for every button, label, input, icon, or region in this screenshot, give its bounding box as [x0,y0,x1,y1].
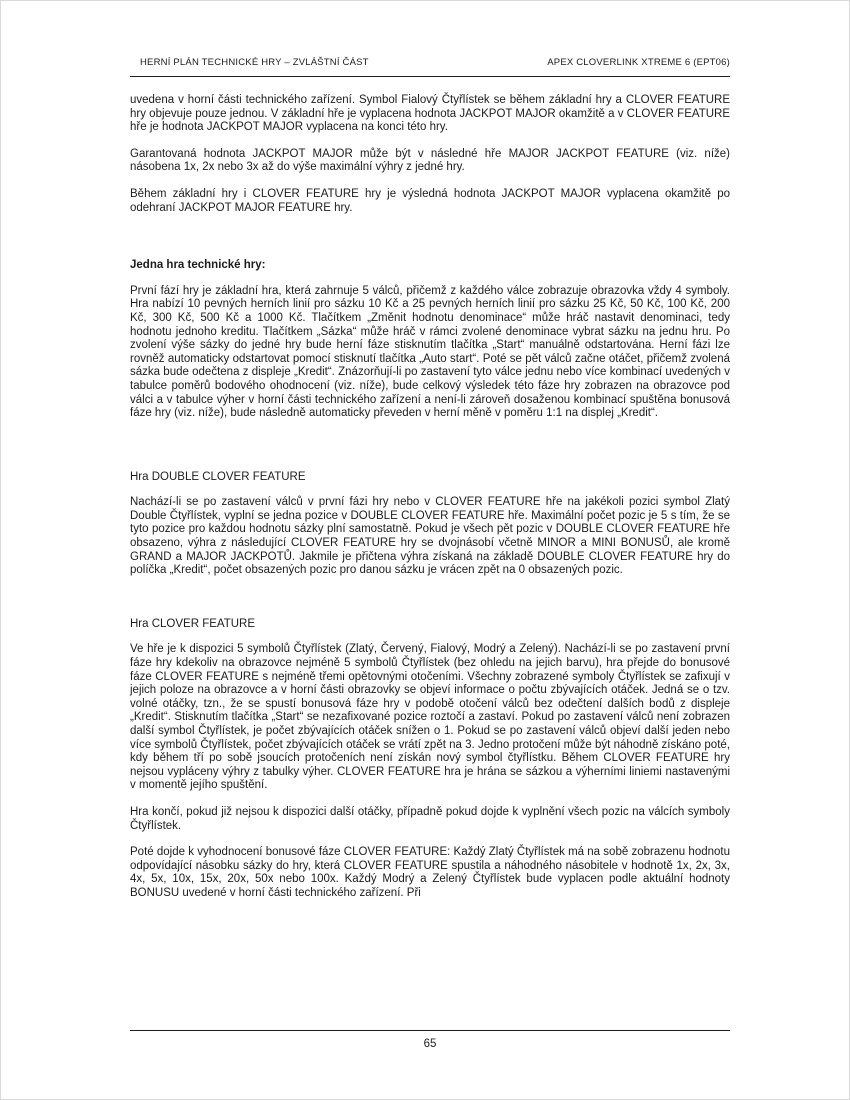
paragraph-clover-feature-evaluation: Poté dojde k vyhodnocení bonusové fáze CLOVER FEATURE: Každý Zlatý Čtyřlístek má na sobě zobrazenu hodnotu odpovídající násobku sázky do hry, která CLOVER FEATURE spustila a náhodného násobitele v hodnotě 1x, 2x, 3x, 4x, 5x, 10x, 15x, 20x, 50x nebo 100x. Každý Modrý a Zelený Čtyřlístek bude vyplacen podle aktuální hodnoty BONUSU uvedené v horní části technického zařízení. Při [130,846,730,899]
page-number: 65 [423,1038,437,1050]
footer-rule [130,1030,730,1031]
page-footer [130,1030,730,1050]
paragraph-clover-feature-end: Hra končí, pokud již nejsou k dispozici další otáčky, případně pokud dojde k vyplnění všech pozic na válcích symboly Čtyřlístek. [130,805,730,832]
page-content [130,1,730,914]
paragraph-one-game-description: První fází hry je základní hra, která zahrnuje 5 válců, přičemž z každého válce zobrazuje obrazovka vždy 4 symboly. Hra nabízí 10 pevných herních linií pro sázku 10 Kč a 25 pevných herních linií pro sázku 25 Kč, 50 Kč, 100 Kč, 200 Kč, 300 Kč, 500 Kč a 1000 Kč. Tlačítkem „Změnit hodnotu denominace“ může hráč nastavit denominaci, tedy hodnotu jednoho kreditu. Tlačítkem „Sázka“ může hráč v rámci zvolené denominace vybrat sázku na jednu hru. Po zvolení výše sázky do jedné hry bude herní fáze stisknutím tlačítka „Start“ manuálně odstartována. Herní fázi lze rovněž automaticky odstartovat pomocí stisknutí tlačítka „Auto start“. Poté se pět válců začne otáčet, přičemž zvolená sázka bude odečtena z displeje „Kredit“. Znázorňují-li po zastavení tyto válce jednu nebo více kombinací uvedených v tabulce poměrů bodového ohodnocení (viz. níže), bude celkový výsledek této fáze hry zobrazen na obrazovce pod válci a v tabulce výher v horní části technického zařízení a není-li zároveň dosaženou kombinací spuštěna bonusová fáze hry (viz. níže), bude následně automaticky převeden v herní měně v poměru 1:1 na displej „Kredit“. [130,284,730,420]
document-body [130,94,730,901]
paragraph-jackpot-major-intro: uvedena v horní části technického zařízení. Symbol Fialový Čtyřlístek se během základní hry a CLOVER FEATURE hry objevuje pouze jednou. V základní hře je vyplacena hodnota JACKPOT MAJOR okamžitě a v CLOVER FEATURE hře je hodnota JACKPOT MAJOR vyplacena na konci této hry. [130,94,730,134]
page-header [130,1,730,68]
section-heading-one-game: Jedna hra technické hry: [130,259,266,272]
paragraph-clover-feature-rules: Ve hře je k dispozici 5 symbolů Čtyřlístek (Zlatý, Červený, Fialový, Modrý a Zelený). Nachází-li se po zastavení první fáze hry kdekoliv na obrazovce nejméně 5 symbolů Čtyřlístek (bez ohledu na jejich barvu), hra přejde do bonusové fáze CLOVER FEATURE s nejméně třemi opětovnými otočeními. Všechny zobrazené symboly Čtyřlístek se zafixují v jejich poloze na obrazovce a v horní části obrazovky se objeví informace o počtu zbývajících otáček. Jedná se o tzv. volné otáčky, tzn., že se spustí bonusová fáze hry v podobě otočení válců bez odečtení dalších bodů z displeje „Kredit“. Stisknutím tlačítka „Start“ se nezafixované pozice roztočí a zastaví. Pokud po zastavení válců není zobrazen další symbol Čtyřlístek, je počet zbývajících otáček snížen o 1. Pokud se po zastavení válců objeví další jeden nebo více symbolů Čtyřlístek, počet zbývajících otáček se vrátí zpět na 3. Jedno protočení může být náhodně získáno poté, kdy během tří po sobě jsoucích protočeních není získán nový symbol čtyřlístku. Během CLOVER FEATURE hry nejsou vypláceny výhry z tabulky výher. CLOVER FEATURE hra je hrána se sázkou a výherními liniemi nastavenými v momentě jejího spuštění. [130,643,730,792]
section-heading-double-clover-feature: Hra DOUBLE CLOVER FEATURE [130,470,306,483]
paragraph-jackpot-major-payout: Během základní hry i CLOVER FEATURE hry je výsledná hodnota JACKPOT MAJOR vyplacena okamžitě po odehraní JACKPOT MAJOR FEATURE hry. [130,187,730,214]
header-rule [130,76,730,77]
paragraph-jackpot-major-guarantee: Garantovaná hodnota JACKPOT MAJOR může být v následné hře MAJOR JACKPOT FEATURE (viz. níže) násobena 1x, 2x nebo 3x až do výše maximální výhry z jedné hry. [130,147,730,174]
header-game-title: APEX CLOVERLINK XTREME 6 (EPT06) [547,57,730,68]
header-document-title: HERNÍ PLÁN TECHNICKÉ HRY – ZVLÁŠTNÍ ČÁST [140,57,369,68]
section-heading-clover-feature: Hra CLOVER FEATURE [130,617,256,630]
paragraph-double-clover-feature: Nachází-li se po zastavení válců v první fázi hry nebo v CLOVER FEATURE hře na jakékoli pozici symbol Zlatý Double Čtyřlístek, vyplní se jedna pozice v DOUBLE CLOVER FEATURE hře. Maximální počet pozic je 5 s tím, že se tyto pozice pro každou hodnotu sázky plní samostatně. Pokud je všech pět pozic v DOUBLE CLOVER FEATURE hře obsazeno, výhra z následující CLOVER FEATURE hry se dvojnásobí včetně MINOR a MINI BONUSŮ, ale kromě GRAND a MAJOR JACKPOTŮ. Jakmile je přičtena výhra získaná na základě DOUBLE CLOVER FEATURE hry do políčka „Kredit“, počet obsazených pozic pro danou sázku je vrácen zpět na 0 obsazených pozic. [130,496,730,577]
